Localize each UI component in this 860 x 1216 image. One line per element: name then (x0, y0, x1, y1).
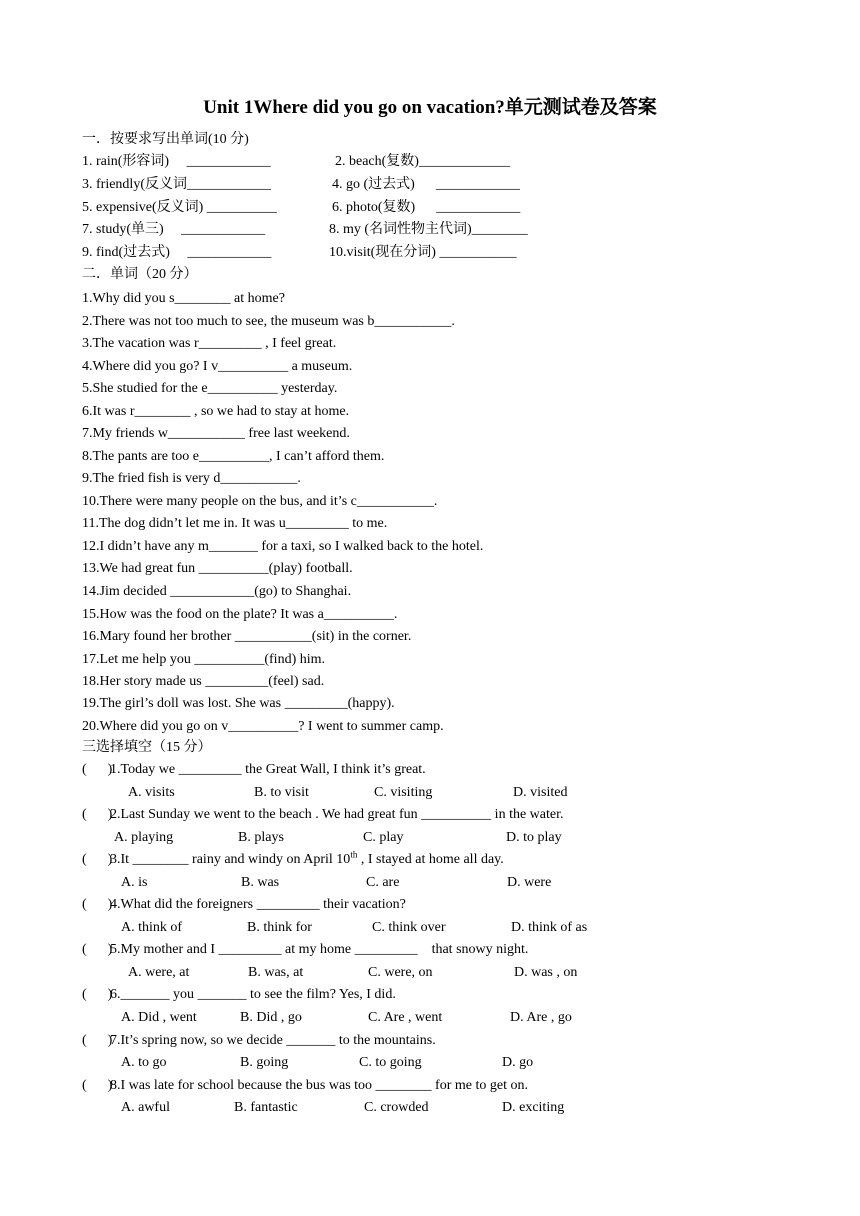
blank-item-16: 16.Mary found her brother ___________(sit) in the corner. (82, 629, 412, 644)
blank-item-12: 12.I didn’t have any m_______ for a taxi, so I walked back to the hotel. (82, 539, 484, 554)
mc-option-6c: C. Are , went (368, 1010, 443, 1025)
vocab-row-3-left: 5. expensive(反义词) __________ (82, 200, 277, 215)
mc-option-1a: A. visits (128, 785, 175, 800)
blank-item-8: 8.The pants are too e__________, I can’t afford them. (82, 449, 385, 464)
mc-option-1c: C. visiting (374, 785, 433, 800)
mc-option-6b: B. Did , go (240, 1010, 302, 1025)
answer-paren: ( ) (82, 987, 113, 1002)
blank-item-18: 18.Her story made us _________(feel) sad. (82, 674, 325, 689)
mc-option-7b: B. going (240, 1055, 289, 1070)
page-title: Unit 1Where did you go on vacation?单元测试卷及答案 (203, 97, 657, 118)
mc-question-1: 1.Today we _________ the Great Wall, I think it’s great. (110, 762, 426, 777)
mc-question-4: 4.What did the foreigners _________ their vacation? (110, 897, 406, 912)
answer-paren: ( ) (82, 1033, 113, 1048)
answer-paren: ( ) (82, 1078, 113, 1093)
answer-paren: ( ) (82, 897, 113, 912)
blank-item-3: 3.The vacation was r_________ , I feel great. (82, 336, 337, 351)
mc-option-7c: C. to going (359, 1055, 422, 1070)
blank-item-9: 9.The fried fish is very d___________. (82, 471, 301, 486)
mc-option-8a: A. awful (121, 1100, 170, 1115)
mc-option-5d: D. was , on (514, 965, 578, 980)
blank-item-17: 17.Let me help you __________(find) him. (82, 652, 326, 667)
mc-option-1d: D. visited (513, 785, 568, 800)
mc-option-4b: B. think for (247, 920, 312, 935)
blank-item-19: 19.The girl’s doll was lost. She was _________(happy). (82, 696, 395, 711)
mc-option-7a: A. to go (121, 1055, 167, 1070)
mc-question-3 (110, 849, 504, 868)
vocab-row-5-left: 9. find(过去式) ____________ (82, 245, 272, 260)
mc-option-6a: A. Did , went (121, 1010, 197, 1025)
answer-paren: ( ) (82, 807, 113, 822)
blank-item-15: 15.How was the food on the plate? It was a__________. (82, 607, 398, 622)
mc-option-4a: A. think of (121, 920, 183, 935)
mc-option-3b: B. was (241, 875, 280, 890)
blank-item-1: 1.Why did you s________ at home? (82, 291, 285, 306)
mc-option-2d: D. to play (506, 830, 562, 845)
mc-question-6: 6._______ you _______ to see the film? Yes, I did. (110, 987, 396, 1002)
vocab-row-5-right: 10.visit(现在分词) ___________ (329, 245, 517, 260)
answer-paren: ( ) (82, 762, 113, 777)
mc-question-2: 2.Last Sunday we went to the beach . We had great fun __________ in the water. (110, 807, 564, 822)
mc-option-3a: A. is (121, 875, 148, 890)
mc-option-5a: A. were, at (128, 965, 190, 980)
mc-option-6d: D. Are , go (510, 1010, 572, 1025)
vocab-row-4-right: 8. my (名词性物主代词)________ (329, 222, 528, 237)
vocab-row-1-left: 1. rain(形容词) ____________ (82, 154, 271, 169)
blank-item-20: 20.Where did you go on v__________? I went to summer camp. (82, 719, 444, 734)
mc-option-4d: D. think of as (511, 920, 588, 935)
blank-item-6: 6.It was r________ , so we had to stay at home. (82, 404, 350, 419)
blank-item-11: 11.The dog didn’t let me in. It was u_________ to me. (82, 516, 388, 531)
mc-question-3-superscript: th (350, 849, 358, 860)
mc-option-4c: C. think over (372, 920, 446, 935)
mc-question-8: 8.I was late for school because the bus was too ________ for me to get on. (110, 1078, 528, 1093)
section2-heading: 二．单词（20 分） (82, 267, 198, 282)
section3-heading: 三选择填空（15 分） (82, 740, 212, 755)
blank-item-4: 4.Where did you go? I v__________ a museum. (82, 359, 353, 374)
vocab-row-4-left: 7. study(单三) ____________ (82, 222, 266, 237)
blank-item-10: 10.There were many people on the bus, and it’s c___________. (82, 494, 438, 509)
mc-option-2c: C. play (363, 830, 404, 845)
vocab-row-2-right: 4. go (过去式) ____________ (332, 177, 520, 192)
mc-option-1b: B. to visit (254, 785, 309, 800)
vocab-row-3-right: 6. photo(复数) ____________ (332, 200, 521, 215)
mc-option-5b: B. was, at (248, 965, 304, 980)
section1-heading: 一．按要求写出单词(10 分) (82, 132, 249, 147)
blank-item-5: 5.She studied for the e__________ yesterday. (82, 381, 338, 396)
mc-option-8c: C. crowded (364, 1100, 429, 1115)
mc-option-7d: D. go (502, 1055, 534, 1070)
vocab-row-2-left: 3. friendly(反义词____________ (82, 177, 271, 192)
mc-option-5c: C. were, on (368, 965, 433, 980)
mc-option-3c: C. are (366, 875, 400, 890)
answer-paren: ( ) (82, 942, 113, 957)
blank-item-2: 2.There was not too much to see, the museum was b___________. (82, 314, 455, 329)
answer-paren: ( ) (82, 852, 113, 867)
mc-question-3-text-end: , I stayed at home all day. (357, 852, 504, 867)
mc-option-3d: D. were (507, 875, 552, 890)
mc-question-3-text: 3.It ________ rainy and windy on April 10 (110, 852, 351, 867)
mc-question-5: 5.My mother and I _________ at my home _________ that snowy night. (110, 942, 529, 957)
mc-question-7: 7.It’s spring now, so we decide _______ to the mountains. (110, 1033, 436, 1048)
blank-item-14: 14.Jim decided ____________(go) to Shanghai. (82, 584, 352, 599)
mc-option-8b: B. fantastic (234, 1100, 298, 1115)
vocab-row-1-right: 2. beach(复数)_____________ (335, 154, 510, 169)
blank-item-7: 7.My friends w___________ free last weekend. (82, 426, 350, 441)
mc-option-8d: D. exciting (502, 1100, 565, 1115)
blank-item-13: 13.We had great fun __________(play) football. (82, 561, 353, 576)
mc-option-2b: B. plays (238, 830, 284, 845)
mc-option-2a: A. playing (114, 830, 174, 845)
